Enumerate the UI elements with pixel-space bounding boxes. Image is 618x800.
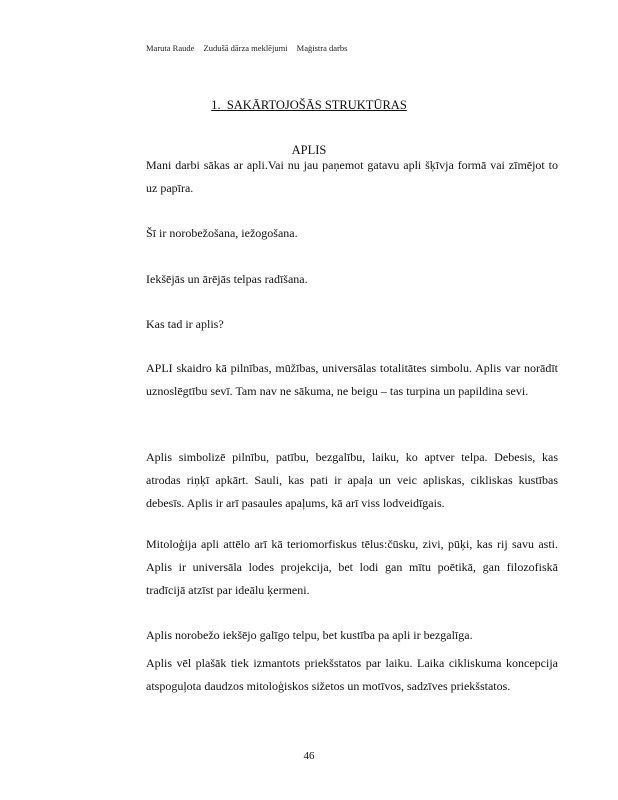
chapter-title-text: SAKĀRTOJOŠĀS STRUKTŪRAS xyxy=(226,98,407,112)
section-title: APLIS xyxy=(291,143,327,157)
paragraph-6: Aplis simbolizē pilnību, patību, bezgalību, laiku, ko aptver telpa. Debesis, kas atrodas riņķī apkārt. Sauli, kas pati ir apaļa un veic apliskas, cikliskas kustības debesīs. Aplis ir arī pasaules apaļums, kā arī viss lodveidīgais. xyxy=(146,450,558,510)
paragraph-1: Mani darbi sākas ar apli.Vai nu jau paņemot gatavu apli šķīvja formā vai zīmējot to uz papīra. xyxy=(146,158,558,195)
paragraph-9: Aplis vēl plašāk tiek izmantots priekšstatos par laiku. Laika cikliskuma koncepcija atspoguļota daudzos mitoloģiskos sižetos un motīvos, sadzīves priekšstatos. xyxy=(146,656,558,693)
running-header xyxy=(146,43,354,53)
chapter-title xyxy=(0,98,618,113)
paragraph-5: APLI skaidro kā pilnības, mūžības, universālas totalitātes simbolu. Aplis var norādīt uznoslēgtību sevī. Tam nav ne sākuma, ne beigu – tas turpina un papildina sevi. xyxy=(146,361,558,398)
header-type: Maģistra darbs xyxy=(296,43,348,53)
paragraph-3: Iekšējās un ārējās telpas radīšana. xyxy=(146,272,308,286)
page-number: 46 xyxy=(303,750,315,762)
paragraph-2: Šī ir norobežošana, iežogošana. xyxy=(146,226,298,240)
paragraph-7: Mitoloģija apli attēlo arī kā teriomorfiskus tēlus:čūsku, zivi, pūķi, kas rij savu asti. Aplis ir universāla lodes projekcija, bet lodi gan mītu poētikā, gan filozofiskā tradīcijā atzīst par ideālu ķermeni. xyxy=(146,537,558,597)
header-author: Maruta Raude xyxy=(146,43,195,53)
paragraph-8: Aplis norobežo iekšējo galīgo telpu, bet kustība pa apli ir bezgalīga. xyxy=(146,628,473,642)
chapter-number: 1. xyxy=(211,98,221,112)
header-title: Zudušā dārza meklējumi xyxy=(203,43,288,53)
paragraph-4: Kas tad ir aplis? xyxy=(146,317,224,331)
